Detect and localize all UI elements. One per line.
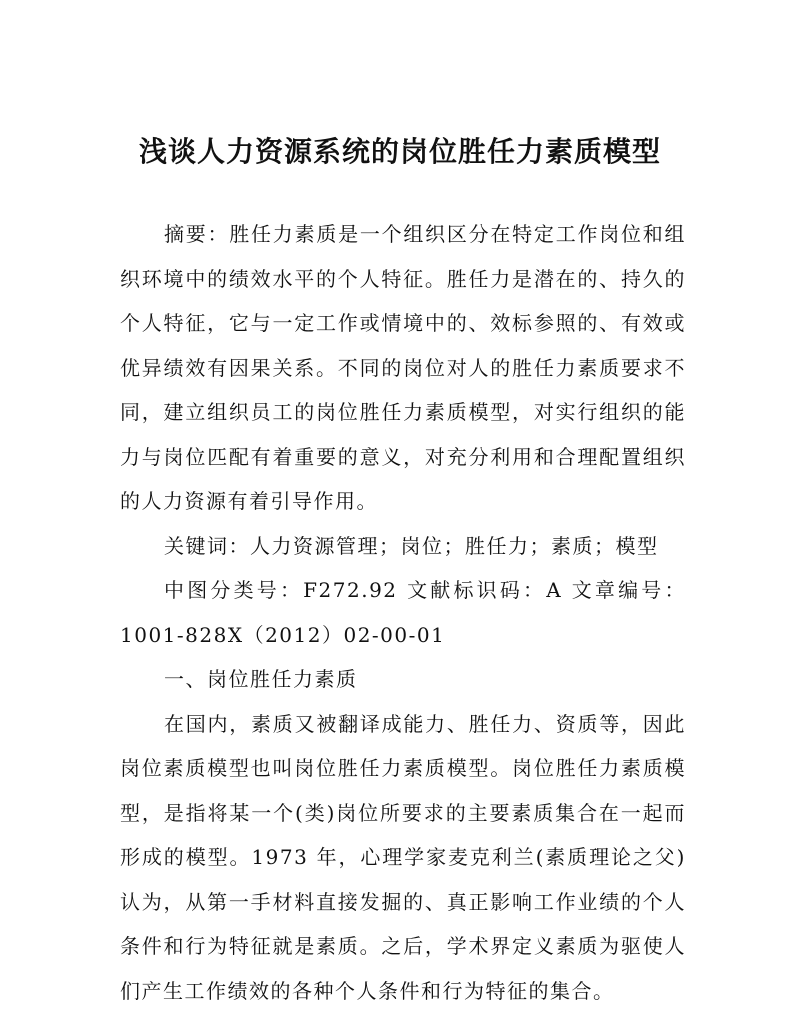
section-heading: 一、岗位胜任力素质 — [164, 667, 358, 691]
body-paragraph: 在国内，素质又被翻译成能力、胜任力、资质等，因此岗位素质模型也叫岗位胜任力素质模型。岗位胜任力素质模型，是指将某一个(类)岗位所要求的主要素质集合在一起而形成的模型。1973 年，心理学家麦克利兰(素质理论之父)认为，从第一手材料直接发掘的、真正影响工作业绩的个人条件和行为特征就是素质。之后，学术界定义素质为驱使人们产生工作绩效的各种个人条件和行为特征的集合。 — [120, 711, 686, 1003]
document-body — [120, 212, 686, 1013]
document-title: 浅谈人力资源系统的岗位胜任力素质模型 — [138, 135, 661, 168]
classification-paragraph: 中图分类号：F272.92 文献标识码：A 文章编号：1001-828X（2012）02-00-01 — [120, 578, 686, 647]
keywords-paragraph: 关键词：人力资源管理；岗位；胜任力；素质；模型 — [164, 533, 659, 558]
abstract-paragraph: 摘要：胜任力素质是一个组织区分在特定工作岗位和组织环境中的绩效水平的个人特征。胜任力是潜在的、持久的个人特征，它与一定工作或情境中的、效标参照的、有效或优异绩效有因果关系。不同的岗位对人的胜任力素质要求不同，建立组织员工的岗位胜任力素质模型，对实行组织的能力与岗位匹配有着重要的意义，对充分利用和合理配置组织的人力资源有着引导作用。 — [120, 222, 686, 513]
